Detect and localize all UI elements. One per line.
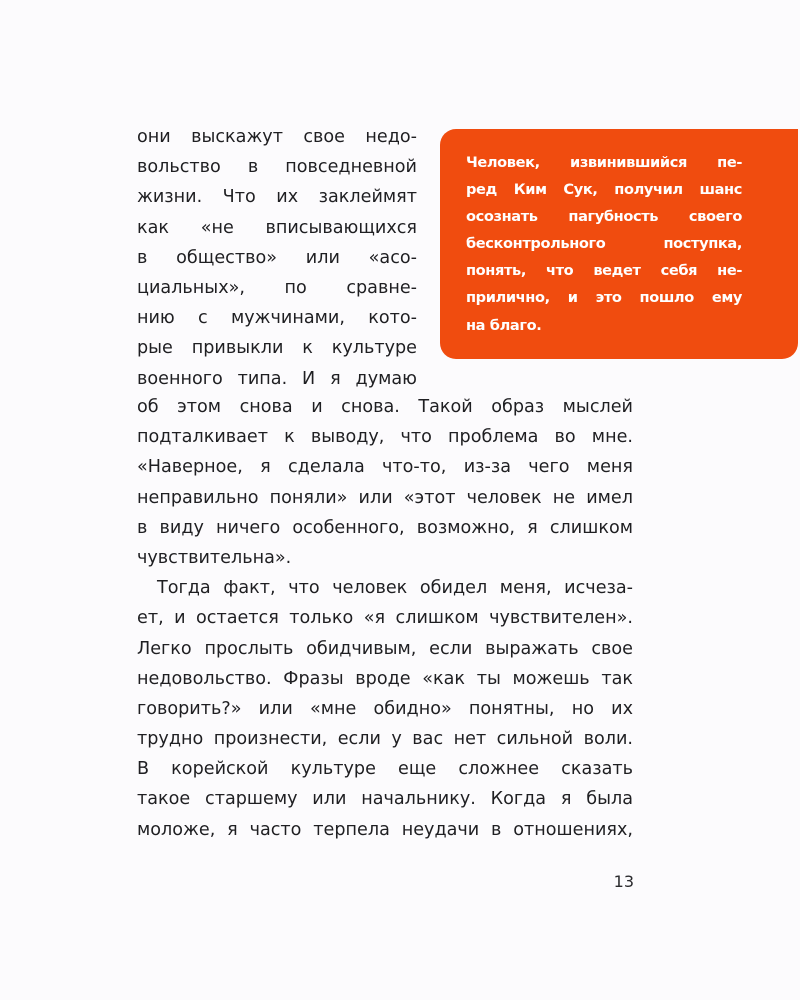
text-line: вольство в повседневной [137, 157, 417, 178]
text-line: такое старшему или начальнику. Когда я была [137, 789, 633, 810]
text-line: в виду ничего особенного, возможно, я слишком [137, 517, 633, 538]
text-line: трудно произнести, если у вас нет сильной воли. [137, 729, 633, 750]
text-line: в общество» или «асо- [137, 247, 417, 268]
text-line: они выскажут свое недо- [137, 127, 417, 147]
text-line: В корейской культуре еще сложнее сказать [137, 759, 633, 780]
text-line: военного типа. И я думаю [137, 368, 417, 389]
text-line: как «не вписывающихся [137, 217, 417, 238]
callout-line: понять, что ведет себя не- [466, 262, 742, 280]
callout-line: осознать пагубность своего [466, 208, 742, 226]
body-text-full-width [137, 392, 633, 845]
callout-line: Человек, извинившийся пе- [466, 154, 742, 171]
text-line: недовольство. Фразы вроде «как ты можешь так [137, 668, 633, 689]
text-line: нию с мужчинами, кото- [137, 308, 417, 329]
callout-box [440, 129, 798, 359]
callout-line: бесконтрольного поступка, [466, 235, 742, 253]
text-line: циальных», по сравне- [137, 277, 417, 298]
text-line: подталкивает к выводу, что проблема во мне. [137, 427, 633, 448]
body-text-beside-callout [137, 122, 417, 394]
text-line: «Наверное, я сделала что-то, из-за чего меня [137, 457, 633, 478]
text-line: жизни. Что их заклеймят [137, 187, 417, 208]
text-line: об этом снова и снова. Такой образ мыслей [137, 397, 633, 417]
text-line: неправильно поняли» или «этот человек не имел [137, 487, 633, 508]
page-number: 13 [613, 872, 634, 891]
callout-line: прилично, и это пошло ему [466, 289, 742, 307]
text-line: моложе, я часто терпела неудачи в отношениях, [137, 819, 633, 840]
callout-line: на благо. [466, 316, 542, 334]
text-line: чувствительна». [137, 547, 292, 568]
text-line: рые привыкли к культуре [137, 338, 417, 359]
text-line: говорить?» или «мне обидно» понятны, но их [137, 698, 633, 719]
text-line: ет, и остается только «я слишком чувствителен». [137, 608, 633, 629]
callout-line: ред Ким Сук, получил шанс [466, 181, 742, 199]
callout-text [466, 149, 742, 339]
text-line: Тогда факт, что человек обидел меня, исчеза- [157, 578, 633, 599]
text-line: Легко прослыть обидчивым, если выражать свое [137, 638, 633, 659]
